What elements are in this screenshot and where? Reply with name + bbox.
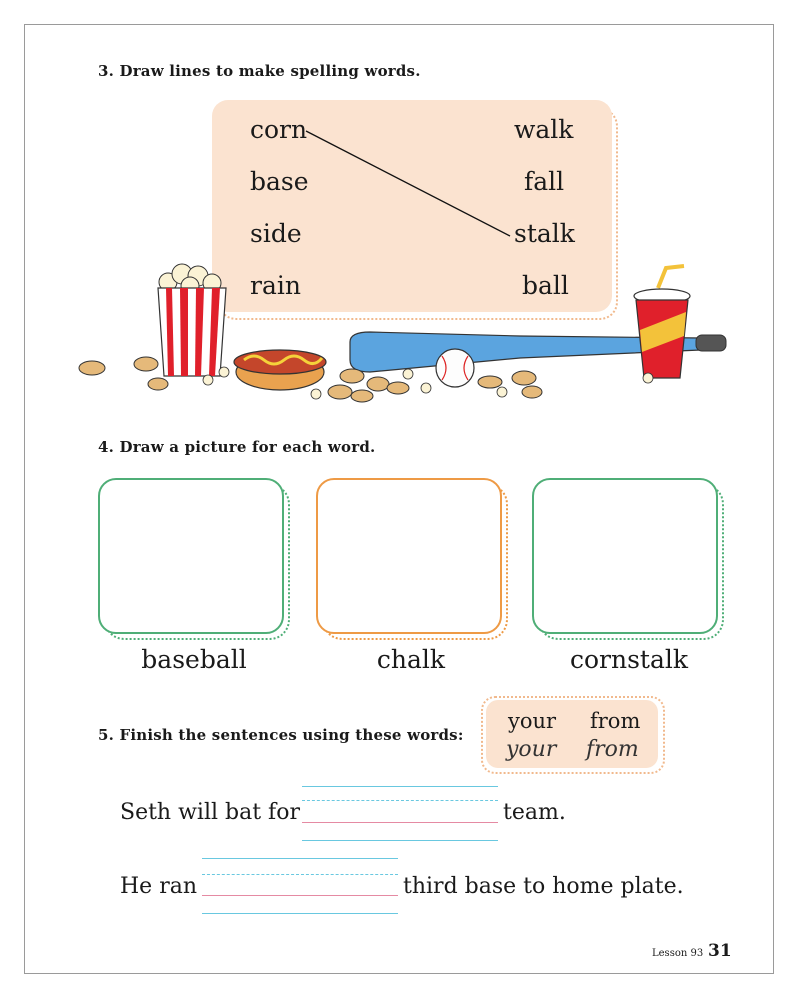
picture-box-cornstalk[interactable] [532,478,718,634]
left-word-base[interactable]: base [250,167,309,196]
sentence-1-answer-lines[interactable] [302,786,498,842]
sentence-1-start: Seth will bat for [120,800,300,825]
sentence-1-end: team. [503,800,566,825]
sentence-2-answer-lines[interactable] [202,858,398,914]
hotdog-icon [234,350,326,390]
label-baseball: baseball [141,645,247,674]
word-bank-your: your [508,709,557,733]
left-word-corn[interactable]: corn [250,115,308,144]
label-chalk: chalk [376,645,446,674]
picture-box-chalk[interactable] [316,478,502,634]
word-bank-from: from [590,709,641,733]
word-bank-your-cursive: your [506,737,557,762]
left-word-rain[interactable]: rain [250,271,301,300]
picture-box-baseball[interactable] [98,478,284,634]
popcorn-icon [158,264,226,376]
right-word-fall[interactable]: fall [524,167,565,196]
section-5-heading: 5. Finish the sentences using these words: [98,726,464,744]
label-cornstalk: cornstalk [569,645,689,674]
sentence-2-end: third base to home plate. [403,874,684,899]
section-3-heading: 3. Draw lines to make spelling words. [98,62,421,80]
sentence-2-start: He ran [120,874,197,899]
word-bank-from-cursive: from [586,737,639,762]
left-word-side[interactable]: side [250,219,302,248]
section-4-heading: 4. Draw a picture for each word. [98,438,376,456]
right-word-walk[interactable]: walk [514,115,574,144]
right-word-ball[interactable]: ball [522,271,569,300]
footer-lesson: Lesson 93 [652,948,704,959]
baseball-icon [436,349,474,387]
right-word-stalk[interactable]: stalk [514,219,575,248]
soda-cup-icon [634,266,690,378]
page-number: 31 [708,941,732,961]
